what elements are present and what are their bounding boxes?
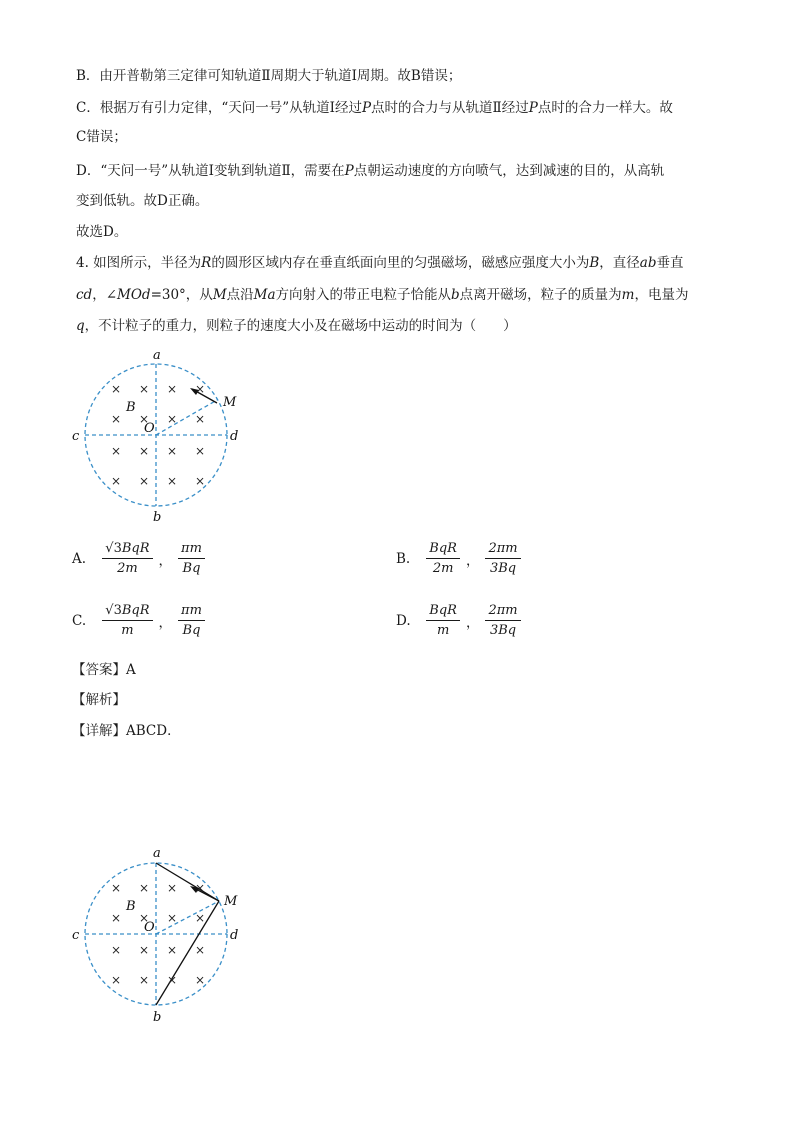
separator: ，: [158, 552, 173, 569]
text-segment: =30°，从: [150, 287, 213, 303]
field-mark: ×: [110, 412, 122, 426]
point-p: P: [344, 163, 354, 179]
field-mark: ×: [110, 382, 122, 396]
separator: ，: [465, 614, 480, 631]
text-segment: D．“天问一号”从轨道Ⅰ变轨到轨道Ⅱ，需要在: [76, 163, 345, 179]
label-m: M: [223, 395, 237, 410]
separator: ，: [465, 552, 480, 569]
var-b: B: [589, 255, 600, 271]
option-letter: D.: [396, 612, 411, 629]
field-mark: ×: [194, 444, 206, 458]
field-mark: ×: [110, 973, 122, 987]
var-m-point: M: [212, 287, 227, 303]
detail-line: [72, 721, 181, 741]
velocity-denominator: 2m: [117, 561, 138, 576]
field-mark: ×: [194, 881, 206, 895]
text-segment: ，∠: [92, 287, 118, 303]
field-mark: ×: [110, 943, 122, 957]
text-segment: 4. 如图所示，半径为: [76, 255, 202, 271]
time-denominator: 3Bq: [489, 561, 517, 576]
point-p: P: [361, 100, 372, 116]
field-mark: ×: [194, 412, 206, 426]
var-ab: ab: [639, 255, 657, 271]
velocity-fraction: [102, 602, 152, 639]
field-mark: ×: [138, 382, 150, 396]
magnetic-field-figure: [66, 345, 256, 525]
chord-mb: [156, 901, 219, 1005]
answer-label: 【答案】: [72, 662, 126, 678]
detail-value: ABCD．: [126, 723, 181, 739]
field-mark: ×: [138, 881, 150, 895]
time-fraction: [178, 540, 205, 577]
text-segment: 点时的合力与从轨道Ⅱ经过: [371, 100, 529, 116]
question-line-3: [76, 316, 517, 336]
time-fraction: [485, 540, 520, 577]
label-c: c: [72, 429, 80, 444]
sqrt-3: √3: [105, 603, 122, 618]
field-mark: ×: [194, 943, 206, 957]
time-fraction: [178, 602, 205, 639]
detail-label: 【详解】: [72, 723, 126, 739]
field-mark: ×: [166, 943, 178, 957]
field-mark: ×: [138, 444, 150, 458]
velocity-fraction: [426, 602, 460, 639]
option-d[interactable]: [396, 602, 523, 639]
option-c[interactable]: [72, 602, 207, 639]
label-b: b: [153, 510, 162, 525]
answer-value: A: [126, 662, 136, 678]
answer-line: [72, 660, 136, 680]
label-d: d: [230, 429, 239, 444]
label-o: O: [144, 920, 155, 935]
field-mark: ×: [194, 973, 206, 987]
solution-line-c-cont: C错误；: [76, 129, 127, 145]
field-mark: ×: [110, 444, 122, 458]
radius-om: [156, 400, 217, 435]
field-mark: ×: [138, 911, 150, 925]
velocity-numerator: BqR: [121, 603, 150, 618]
text-segment: 垂直: [656, 255, 684, 271]
field-mark: ×: [194, 382, 206, 396]
time-denominator: Bq: [182, 561, 201, 576]
velocity-numerator: BqR: [429, 541, 457, 556]
var-r: R: [201, 255, 212, 271]
field-mark: ×: [138, 412, 150, 426]
option-letter: A.: [72, 550, 87, 567]
field-mark: ×: [166, 382, 178, 396]
text-segment: ，电量为: [634, 287, 689, 303]
field-mark: ×: [110, 474, 122, 488]
label-c: c: [72, 928, 80, 943]
text-segment: C．根据万有引力定律，“天问一号”从轨道Ⅰ经过: [76, 100, 362, 116]
question-line-2: [76, 285, 688, 305]
label-b: b: [153, 1010, 162, 1023]
velocity-numerator: BqR: [429, 603, 457, 618]
velocity-numerator: BqR: [121, 541, 150, 556]
separator: ，: [158, 614, 173, 631]
label-a: a: [153, 846, 161, 861]
text-segment: 点朝运动速度的方向喷气，达到减速的目的，从高轨: [353, 163, 665, 179]
var-mass: m: [621, 287, 635, 303]
solution-figure: [66, 843, 256, 1023]
solution-line-d: [76, 161, 664, 181]
var-ma: Ma: [253, 287, 276, 303]
field-mark: ×: [166, 444, 178, 458]
solution-line-c: [76, 98, 673, 118]
time-denominator: Bq: [182, 623, 201, 638]
field-mark: ×: [166, 973, 178, 987]
text-segment: ，不计粒子的重力，则粒子的速度大小及在磁场中运动的时间为（ ）: [84, 318, 517, 334]
field-mark: ×: [166, 412, 178, 426]
text-segment: 的圆形区域内存在垂直纸面向里的匀强磁场，磁感应强度大小为: [211, 255, 590, 271]
time-numerator: 2πm: [485, 540, 520, 559]
time-fraction: [485, 602, 520, 639]
chord-am: [156, 863, 219, 901]
label-a: a: [153, 348, 161, 363]
time-numerator: πm: [178, 602, 205, 621]
velocity-denominator: 2m: [432, 561, 454, 576]
field-mark: ×: [166, 474, 178, 488]
option-b[interactable]: [396, 540, 523, 577]
text-segment: 点离开磁场，粒子的质量为: [459, 287, 622, 303]
label-field-b: B: [126, 400, 136, 415]
var-cd: cd: [76, 287, 93, 303]
velocity-fraction: [426, 540, 460, 577]
label-m: M: [224, 894, 238, 909]
field-mark: ×: [166, 881, 178, 895]
text-segment: 点沿: [226, 287, 254, 303]
field-mark: ×: [194, 474, 206, 488]
velocity-denominator: m: [121, 623, 134, 638]
text-segment: ，直径: [599, 255, 640, 271]
option-a[interactable]: [72, 540, 207, 577]
var-mod: MOd: [117, 287, 151, 303]
text-segment: 方向射入的带正电粒子恰能从: [275, 287, 452, 303]
option-letter: C.: [72, 612, 87, 629]
option-letter: B.: [396, 550, 411, 567]
time-numerator: 2πm: [485, 602, 520, 621]
var-b-point: b: [451, 287, 460, 303]
solution-line-d-cont: 变到低轨。故D正确。: [76, 193, 209, 209]
time-denominator: 3Bq: [489, 623, 517, 638]
velocity-denominator: m: [436, 623, 450, 638]
var-q: q: [76, 318, 85, 334]
field-mark: ×: [138, 973, 150, 987]
label-d: d: [230, 928, 239, 943]
velocity-fraction: [102, 540, 152, 577]
point-p: P: [528, 100, 538, 116]
field-mark: ×: [166, 911, 178, 925]
time-numerator: πm: [178, 540, 205, 559]
field-mark: ×: [138, 943, 150, 957]
label-o: O: [144, 421, 155, 436]
field-mark: ×: [110, 911, 122, 925]
text-segment: 点时的合力一样大。故: [537, 100, 673, 116]
question-line-1: [76, 253, 683, 273]
analysis-label: 【解析】: [72, 692, 126, 708]
label-field-b: B: [126, 899, 136, 914]
field-mark: ×: [194, 911, 206, 925]
choose-line: 故选D。: [76, 224, 128, 240]
sqrt-3: √3: [105, 541, 122, 556]
solution-line-b: B．由开普勒第三定律可知轨道Ⅱ周期大于轨道Ⅰ周期。故B错误；: [76, 68, 462, 84]
field-mark: ×: [138, 474, 150, 488]
field-mark: ×: [110, 881, 122, 895]
